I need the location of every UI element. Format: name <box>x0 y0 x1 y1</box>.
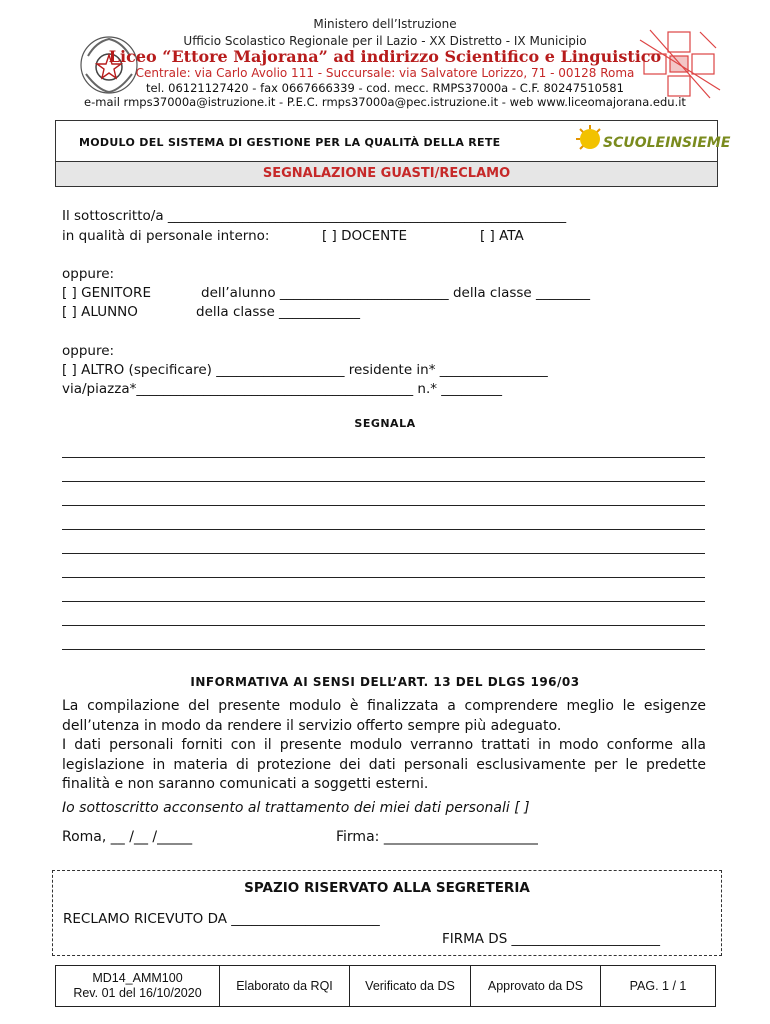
module-header-box <box>55 120 731 187</box>
document-revision: Rev. 01 del 16/10/2020 <box>73 986 202 1000</box>
address-field[interactable]: via/piazza*_________________________________________ n.* _________ <box>62 381 503 397</box>
school-contacts: tel. 06121127420 - fax 0667666339 - cod. mecc. RMPS37000a - C.F. 80247510581 <box>146 81 624 95</box>
page-number-cell: PAG. 1 / 1 <box>601 966 716 1007</box>
svg-text:SCUOLEINSIEME: SCUOLEINSIEME <box>603 135 731 151</box>
oppure-label-2: oppure: <box>62 343 115 359</box>
report-line[interactable] <box>62 505 705 506</box>
report-title: SEGNALAZIONE GUASTI/RECLAMO <box>262 166 511 181</box>
elaborato-cell: Elaborato da RQI <box>220 966 350 1007</box>
module-title-row <box>56 121 731 162</box>
school-name: Liceo “Ettore Majorana” ad indirizzo Scientifico e Linguistico <box>108 47 662 66</box>
ministry-line: Ministero dell’Istruzione <box>313 17 457 31</box>
report-line[interactable] <box>62 601 705 602</box>
document-code-cell <box>56 966 220 1007</box>
privacy-paragraph-2: I dati personali forniti con il presente modulo verranno trattati in modo conforme alla legislazione in materia di protezione dei dati personali esclusivamente per le predette finalità e non saranno comunicati a soggetti esterni. <box>62 737 706 792</box>
report-line[interactable] <box>62 553 705 554</box>
report-line[interactable] <box>62 625 705 626</box>
module-title: MODULO DEL SISTEMA DI GESTIONE PER LA QUALITÀ DELLA RETE <box>79 136 501 149</box>
report-line[interactable] <box>62 649 705 650</box>
scuoleinsieme-logo <box>576 125 731 157</box>
altro-field[interactable]: [ ] ALTRO (specificare) ___________________ residente in* ________________ <box>62 362 548 378</box>
secretary-reserved-box <box>52 870 722 956</box>
genitore-checkbox[interactable]: [ ] GENITORE <box>62 285 151 301</box>
consent-checkbox[interactable]: Io sottoscritto acconsento al trattamento dei miei dati personali [ ] <box>62 800 530 816</box>
signature-field[interactable]: Firma: ______________________ <box>336 829 538 845</box>
oppure-label: oppure: <box>62 266 115 282</box>
secretary-title: SPAZIO RISERVATO ALLA SEGRETERIA <box>244 880 530 896</box>
segnala-heading: SEGNALA <box>354 417 416 430</box>
verificato-cell: Verificato da DS <box>350 966 471 1007</box>
date-field[interactable]: Roma, __ /__ /_____ <box>62 829 193 845</box>
approvato-cell: Approvato da DS <box>471 966 601 1007</box>
staff-role-label: in qualità di personale interno: <box>62 228 270 244</box>
document-code: MD14_AMM100 <box>92 971 183 985</box>
signatory-field[interactable]: Il sottoscritto/a ___________________________________________________________ <box>62 208 567 224</box>
alunno-checkbox[interactable]: [ ] ALUNNO <box>62 304 138 320</box>
ds-signature-field[interactable]: FIRMA DS ______________________ <box>442 931 661 947</box>
report-title-band <box>56 162 717 186</box>
report-line[interactable] <box>62 481 705 482</box>
alunno-class-field[interactable]: della classe ____________ <box>196 304 361 320</box>
docente-checkbox[interactable]: [ ] DOCENTE <box>322 228 407 244</box>
school-address: Centrale: via Carlo Avolio 111 - Succursale: via Salvatore Lorizzo, 71 - 00128 Roma <box>135 66 635 80</box>
report-line[interactable] <box>62 529 705 530</box>
report-line[interactable] <box>62 577 705 578</box>
received-by-field[interactable]: RECLAMO RICEVUTO DA ______________________ <box>63 911 380 927</box>
student-class-field[interactable]: dell’alunno _________________________ della classe ________ <box>201 285 591 301</box>
report-line[interactable] <box>62 457 705 458</box>
privacy-paragraph-1: La compilazione del presente modulo è finalizzata a comprendere meglio le esigenze dell’utenza in modo da rendere il servizio offerto sempre più adeguato. <box>62 698 706 734</box>
privacy-title: INFORMATIVA AI SENSI DELL’ART. 13 DEL DLGS 196/03 <box>190 675 580 689</box>
regional-office-line: Ufficio Scolastico Regionale per il Lazio - XX Distretto - IX Municipio <box>183 34 587 48</box>
ata-checkbox[interactable]: [ ] ATA <box>480 228 524 244</box>
document-footer-table <box>55 965 716 1007</box>
school-email-web: e-mail rmps37000a@istruzione.it - P.E.C. rmps37000a@pec.istruzione.it - web www.liceomajorana.edu.it <box>84 95 686 109</box>
